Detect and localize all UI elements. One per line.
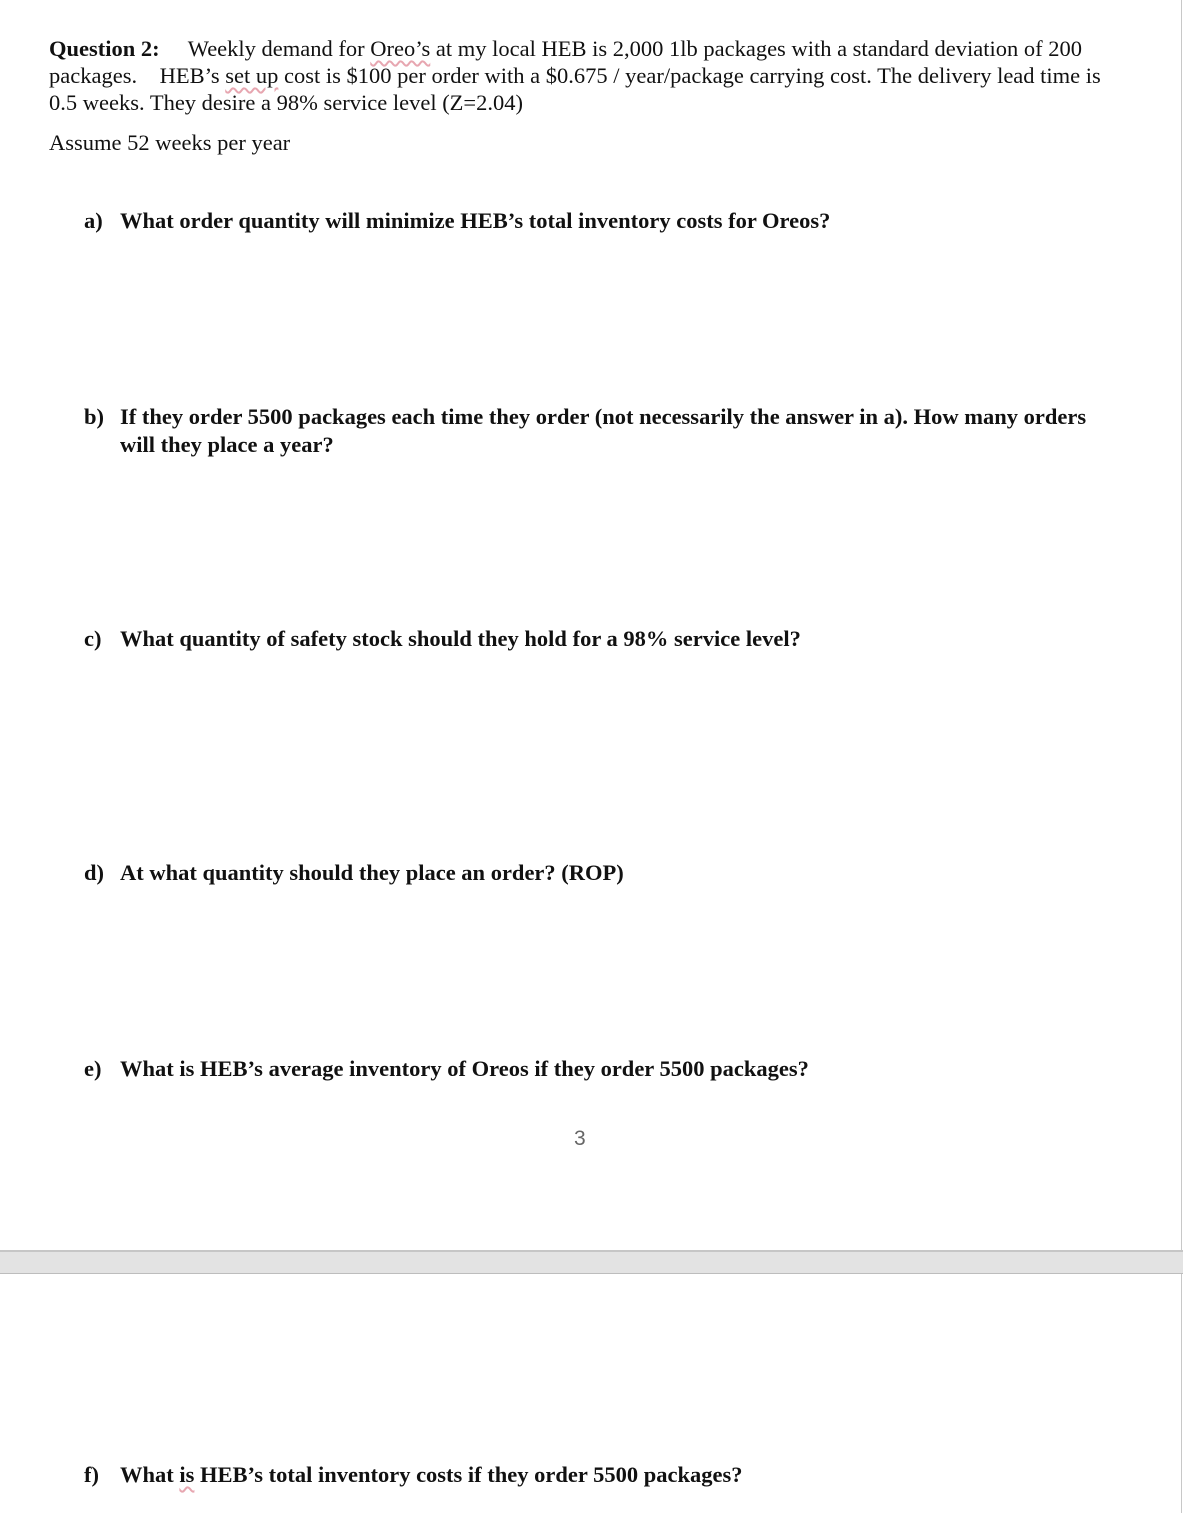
part-text: At what quantity should they place an order? (ROP) — [120, 860, 624, 885]
part-text-before: What — [120, 1462, 180, 1487]
part-text: What quantity of safety stock should they hold for a 98% service level? — [120, 626, 801, 651]
part-label: b) — [84, 404, 105, 429]
question-part-a — [84, 207, 1094, 235]
part-text — [120, 1461, 1094, 1489]
document-page — [0, 1274, 1182, 1513]
question-part-b — [84, 403, 1094, 459]
question-label: Question 2: — [49, 36, 160, 61]
page-break-separator — [0, 1250, 1183, 1274]
question-part-f — [84, 1461, 1094, 1489]
part-label: e) — [84, 1056, 102, 1081]
question-part-e — [84, 1055, 1094, 1083]
assumption-text: Assume 52 weeks per year — [49, 130, 291, 155]
question-intro — [49, 35, 1119, 116]
spellcheck-word-setup: set up — [225, 63, 279, 88]
question-part-d — [84, 859, 1094, 887]
part-text: What order quantity will minimize HEB’s total inventory costs for Oreos? — [120, 208, 831, 233]
part-text: If they order 5500 packages each time they order (not necessarily the answer in a). How many orders will they place a year? — [120, 404, 1087, 457]
page-number: 3 — [574, 1127, 586, 1150]
question-part-c — [84, 625, 1094, 653]
part-text: What is HEB’s average inventory of Oreos if they order 5500 packages? — [120, 1056, 809, 1081]
spellcheck-word-is: is — [179, 1462, 195, 1487]
intro-text-2: at my local HEB is 2,000 1lb packages with a standard deviation of 200 packages. HEB’s — [49, 36, 1088, 88]
intro-text-3: cost is $100 per order with a $0.675 / year/package carrying cost. The delivery lead time is 0.5 weeks. They desire a 98% service level (Z=2.04) — [49, 63, 1101, 115]
part-text-after: HEB’s total inventory costs if they order 5500 packages? — [194, 1462, 743, 1487]
part-label: f) — [84, 1462, 99, 1487]
part-label: d) — [84, 860, 105, 885]
part-label: a) — [84, 208, 103, 233]
intro-text-1: Weekly demand for — [187, 36, 371, 61]
part-label: c) — [84, 626, 102, 651]
spellcheck-word-oreos: Oreo’s — [370, 36, 431, 61]
